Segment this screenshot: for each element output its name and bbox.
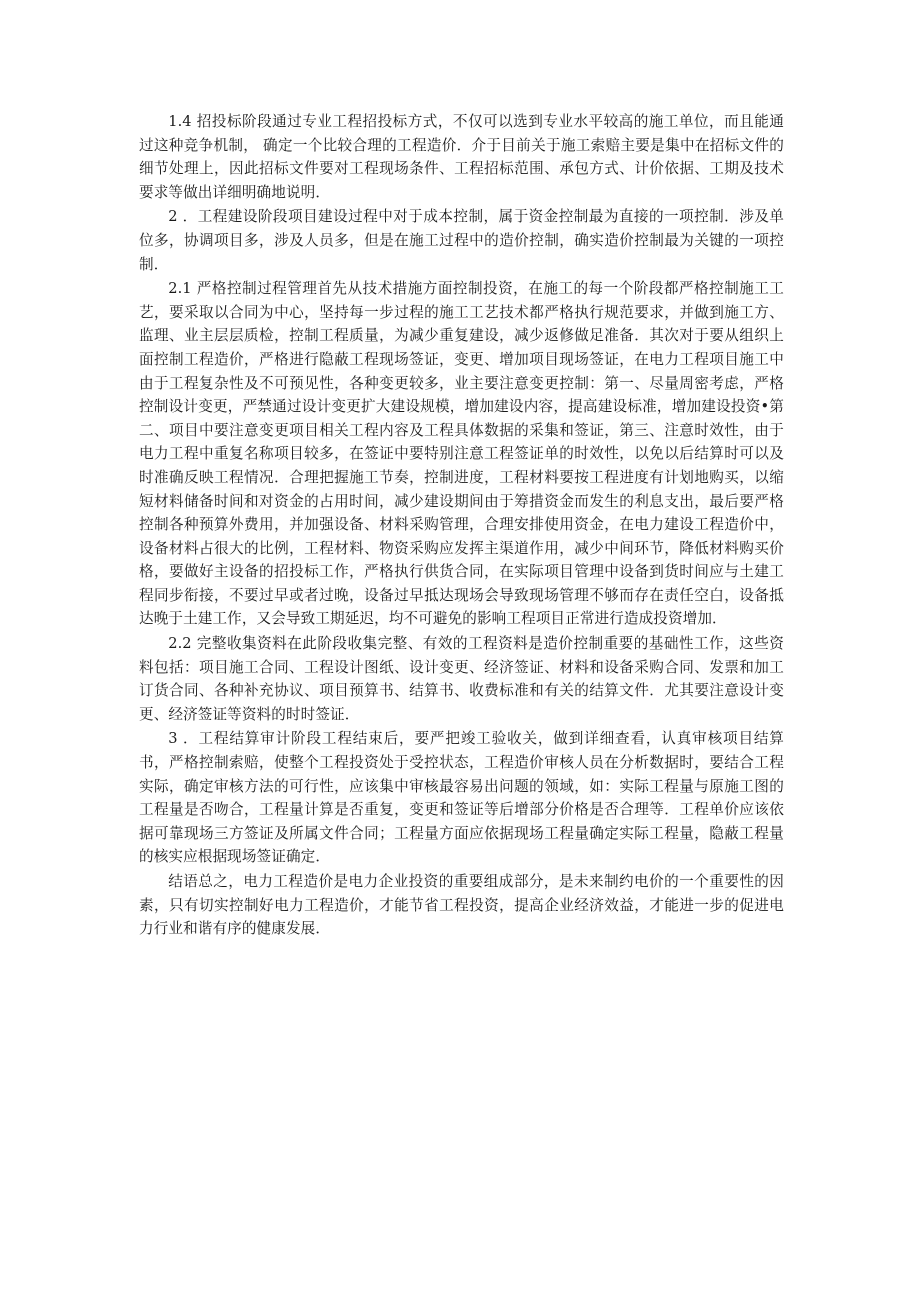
paragraph-3-settlement-audit: 3 ．工程结算审计阶段工程结束后，要严把竣工验收关，做到详细查看，认真审核项目结算书，严格控制索赔，使整个工程投资处于受控状态，工程造价审核人员在分析数据时，要结合工程实际，确定审核方法的可行性，应该集中审核最容易出问题的领域，如：实际工程量与原施工图的工程量是否吻合，工程量计算是否重复，变更和签证等后增部分价格是否合理等．工程单价应该依据可靠现场三方签证及所属文件合同；工程量方面应依据现场工程量确定实际工程量，隐蔽工程量的核实应根据现场签证确定． — [139, 730, 784, 866]
paragraph-2-construction: 2 ．工程建设阶段项目建设过程中对于成本控制，属于资金控制最为直接的一项控制．涉及单位多，协调项目多，涉及人员多，但是在施工过程中的造价控制，确实造价控制最为关键的一项控制． — [139, 208, 784, 273]
paragraph-1-4-bidding: 1.4 招投标阶段通过专业工程招投标方式，不仅可以选到专业水平较高的施工单位，而且能通过这种竞争机制， 确定一个比较合理的工程造价．介于目前关于施工索赔主要是集中在招标文件的细节处理上，因此招标文件要对工程现场条件、工程招标范围、承包方式、计价依据、工期及技术要求等做出详细明确地说明． — [139, 113, 784, 201]
paragraph-2-1-process-control: 2.1 严格控制过程管理首先从技术措施方面控制投资，在施工的每一个阶段都严格控制施工工艺，要采取以合同为中心，坚持每一步过程的施工工艺技术都严格执行规范要求，并做到施工方、监理、业主层层质检，控制工程质量，为减少重复建设，减少返修做足准备．其次对于要从组织上面控制工程造价，严格进行隐蔽工程现场签证，变更、增加项目现场签证，在电力工程项目施工中由于工程复杂性及不可预见性，各种变更较多，业主要注意变更控制：第一、尽量周密考虑，严格控制设计变更，严禁通过设计变更扩大建设规模，增加建设内容，提高建设标准，增加建设投资•第二、项目中要注意变更项目相关工程内容及工程具体数据的采集和签证，第三、注意时效性，由于电力工程中重复名称项目较多，在签证中要特别注意工程签证单的时效性，以免以后结算时可以及时准确反映工程情况．合理把握施工节奏，控制进度，工程材料要按工程进度有计划地购买，以缩短材料储备时间和对资金的占用时间，减少建设期间由于筹措资金而发生的利息支出，最后要严格控制各种预算外费用，并加强设备、材料采购管理，合理安排使用资金，在电力建设工程造价中，设备材料占很大的比例，工程材料、物资采购应发挥主渠道作用，减少中间环节，降低材料购买价格，要做好主设备的招投标工作，严格执行供货合同，在实际项目管理中设备到货时间应与土建工程同步衔接，不要过早或者过晚，设备过早抵达现场会导致现场管理不够而存在责任空白，设备抵达晚于土建工作，又会导致工期延迟，均不可避免的影响工程项目正常进行造成投资增加． — [139, 280, 784, 628]
document-page — [139, 110, 784, 941]
paragraph-conclusion: 结语总之，电力工程造价是电力企业投资的重要组成部分，是未来制约电价的一个重要性的因素，只有切实控制好电力工程造价，才能节省工程投资，提高企业经济效益，才能进一步的促进电力行业和谐有序的健康发展． — [139, 873, 784, 938]
paragraph-2-2-data-collection: 2.2 完整收集资料在此阶段收集完整、有效的工程资料是造价控制重要的基础性工作，这些资料包括：项目施工合同、工程设计图纸、设计变更、经济签证、材料和设备采购合同、发票和加工订货合同、各种补充协议、项目预算书、结算书、收费标准和有关的结算文件．尤其要注意设计变更、经济签证等资料的时时签证． — [139, 635, 784, 723]
